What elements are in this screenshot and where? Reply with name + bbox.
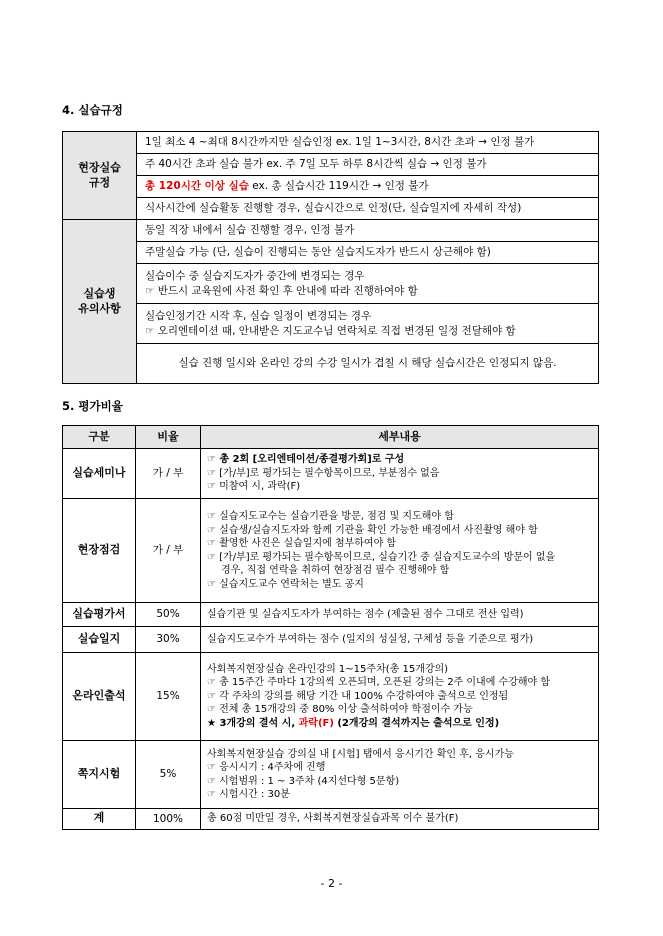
row-name: 현장점검 bbox=[63, 499, 136, 603]
rule-item: 식사시간에 실습활동 진행할 경우, 실습시간으로 인정(단, 실습일지에 자세히 작성) bbox=[137, 198, 599, 220]
rule-item-highlight: 총 120시간 이상 실습 bbox=[145, 180, 249, 193]
row-name: 실습평가서 bbox=[63, 603, 136, 627]
section-4-title: 4. 실습규정 bbox=[62, 103, 123, 117]
detail-line: ☞ [가/부]로 평가되는 필수항목이므로, 부분점수 없음 bbox=[207, 467, 440, 479]
detail-text: ★ 3개강의 결석 시, bbox=[207, 717, 296, 729]
row-ratio: 15% bbox=[136, 653, 201, 741]
detail-line: ☞ [가/부]로 평가되는 필수항목이므로, 실습기간 중 실습지도교수의 방문이 없을 bbox=[207, 551, 556, 563]
header-ratio: 비율 bbox=[136, 426, 201, 449]
header-category: 구분 bbox=[63, 426, 136, 449]
page-number: - 2 - bbox=[320, 877, 343, 890]
detail-line: ☞ 촬영한 사진은 실습일지에 첨부하여야 함 bbox=[207, 538, 397, 549]
row-details bbox=[201, 653, 599, 741]
rule-item-line: ☞ 오리엔테이션 때, 안내받은 지도교수님 연락처로 직접 변경된 일정 전달해야 함 bbox=[145, 324, 516, 337]
row-details bbox=[201, 741, 599, 809]
rule-item bbox=[137, 264, 599, 304]
category-student-notes bbox=[63, 220, 137, 384]
detail-line: ☞ 응시시기 : 4주차에 진행 bbox=[207, 762, 326, 773]
category-label: 유의사항 bbox=[78, 301, 121, 315]
row-ratio: 50% bbox=[136, 603, 201, 627]
row-name: 실습세미나 bbox=[63, 449, 136, 499]
header-details: 세부내용 bbox=[201, 426, 599, 449]
rule-item bbox=[137, 304, 599, 344]
rule-item: 1일 최소 4 ~최대 8시간까지만 실습인정 ex. 1일 1~3시간, 8시간 초과 → 인정 불가 bbox=[137, 132, 599, 154]
detail-line: 사회복지현장실습 강의실 내 [시험] 탭에서 응시기간 확인 후, 응시가능 bbox=[207, 748, 514, 760]
detail-line: ☞ 시험범위 : 1 ~ 3주차 (4지선다형 5문항) bbox=[207, 775, 400, 787]
rule-item-line: 실습이수 중 실습지도자가 중간에 변경되는 경우 bbox=[145, 270, 365, 283]
detail-line: ☞ 총 15주간 주마다 1강의씩 오픈되며, 오픈된 강의는 2주 이내에 수강해야 함 bbox=[207, 677, 551, 689]
fail-grade-text: 과락(F) bbox=[298, 717, 334, 729]
row-details: 실습기관 및 실습지도자가 부여하는 점수 (제출된 점수 그대로 전산 입력) bbox=[201, 603, 599, 627]
row-ratio: 100% bbox=[136, 809, 201, 830]
rule-item: 주말실습 가능 (단, 실습이 진행되는 동안 실습지도자가 반드시 상근해야 함) bbox=[137, 242, 599, 264]
detail-line bbox=[207, 717, 592, 731]
category-label: 현장실습 bbox=[78, 160, 121, 174]
detail-line: ☞ 시험시간 : 30분 bbox=[207, 789, 290, 800]
rule-item bbox=[137, 176, 599, 198]
row-ratio: 가 / 부 bbox=[136, 499, 201, 603]
rule-item-line: 실습인정기간 시작 후, 실습 일정이 변경되는 경우 bbox=[145, 310, 372, 323]
row-name: 계 bbox=[63, 809, 136, 830]
category-label: 실습생 bbox=[83, 286, 116, 300]
rule-item: 주 40시간 초과 실습 불가 ex. 주 7일 모두 하루 8시간씩 실습 → 인정 불가 bbox=[137, 154, 599, 176]
detail-line: 경우, 직접 연락을 취하여 현장점검 필수 진행해야 함 bbox=[221, 565, 450, 576]
detail-line: ☞ 실습생/실습지도자와 함께 기관을 확인 가능한 배경에서 사진촬영 해야 함 bbox=[207, 524, 538, 536]
detail-line: ☞ 전체 총 15개강의 중 80% 이상 출석하여야 학점이수 가능 bbox=[207, 704, 473, 716]
row-name: 쪽지시험 bbox=[63, 741, 136, 809]
evaluation-table bbox=[62, 425, 599, 830]
row-ratio: 5% bbox=[136, 741, 201, 809]
row-name: 실습일지 bbox=[63, 627, 136, 653]
category-field-rules bbox=[63, 132, 137, 220]
detail-text: (2개강의 결석까지는 출석으로 인정) bbox=[337, 717, 500, 729]
row-ratio: 30% bbox=[136, 627, 201, 653]
practice-rules-table bbox=[62, 131, 599, 384]
detail-line: 사회복지현장실습 온라인강의 1~15주차(총 15개강의) bbox=[207, 663, 449, 675]
row-ratio: 가 / 부 bbox=[136, 449, 201, 499]
detail-line: ☞ 각 주차의 강의를 해당 기간 내 100% 수강하여야 출석으로 인정됨 bbox=[207, 690, 509, 702]
rule-item: 동일 직장 내에서 실습 진행할 경우, 인정 불가 bbox=[137, 220, 599, 242]
detail-line: ☞ 실습지도교수 연락처는 별도 공지 bbox=[207, 578, 364, 590]
row-name: 온라인출석 bbox=[63, 653, 136, 741]
row-details bbox=[201, 499, 599, 603]
rule-item-line: ☞ 반드시 교육원에 사전 확인 후 안내에 따라 진행하여야 함 bbox=[145, 284, 418, 297]
row-details: 총 60점 미만일 경우, 사회복지현장실습과목 이수 불가(F) bbox=[201, 809, 599, 830]
category-label: 규정 bbox=[88, 175, 111, 189]
rule-item-text: ex. 총 실습시간 119시간 → 인정 불가 bbox=[252, 180, 429, 193]
detail-line: ☞ 총 2회 [오리엔테이션/종결평가회]로 구성 bbox=[207, 454, 405, 466]
row-details bbox=[201, 449, 599, 499]
rule-item: 실습 진행 일시와 온라인 강의 수강 일시가 겹칠 시 해당 실습시간은 인정되지 않음. bbox=[137, 344, 599, 384]
detail-line: ☞ 미참여 시, 과락(F) bbox=[207, 481, 301, 493]
detail-line: ☞ 실습지도교수는 실습기관을 방문, 점검 및 지도해야 함 bbox=[207, 511, 454, 522]
section-5-title: 5. 평가비율 bbox=[62, 399, 123, 413]
row-details: 실습지도교수가 부여하는 점수 (일지의 성실성, 구체성 등을 기준으로 평가) bbox=[201, 627, 599, 653]
